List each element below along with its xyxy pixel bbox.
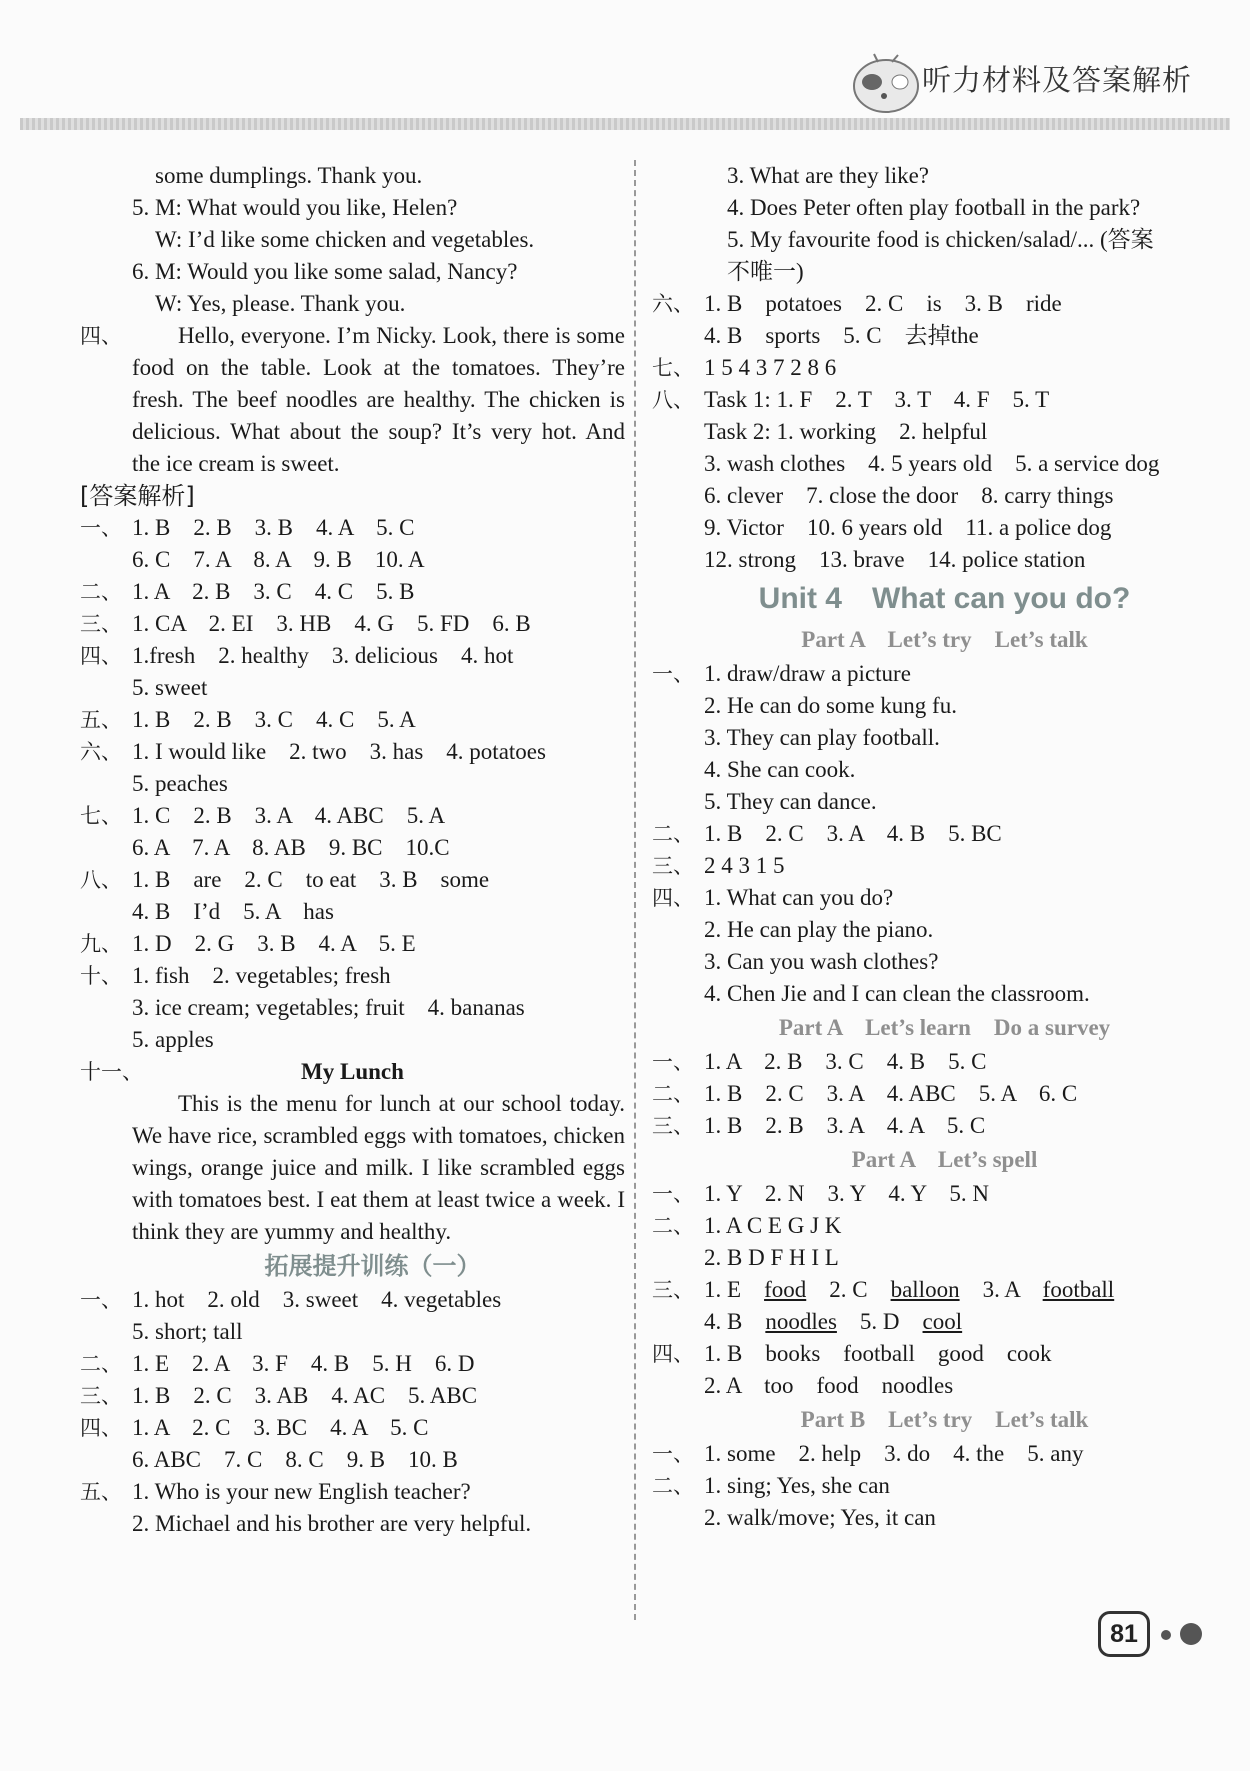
text-line: some dumplings. Thank you.	[155, 163, 423, 188]
answer-row: 一、 1. hot 2. old 3. sweet 4. vegetables	[80, 1287, 502, 1312]
answer-row: 七、 1 5 4 3 7 2 8 6	[652, 355, 837, 380]
answer-row: 八、 Task 1: 1. F 2. T 3. T 4. F 5. T	[652, 387, 1050, 412]
answer-choice: 2. C	[829, 1277, 868, 1302]
answer-row: 2. walk/move; Yes, it can	[704, 1505, 936, 1530]
answer-choice: 3. A	[982, 1277, 1020, 1302]
answer-row: 八、 1. B are 2. C to eat 3. B some	[80, 867, 490, 892]
answer-row: 2. B D F H I L	[704, 1245, 839, 1270]
answer-row: 四、 1.fresh 2. healthy 3. delicious 4. hot	[80, 643, 514, 668]
answer-row: 5. peaches	[132, 771, 228, 796]
answer-row: 三、 1. B 2. B 3. A 4. A 5. C	[652, 1113, 986, 1138]
answer-row: 七、 1. C 2. B 3. A 4. ABC 5. A	[80, 803, 446, 828]
answer-row: 4. She can cook.	[704, 757, 856, 782]
essay-block: 十一、 My Lunch This is the menu for lunch at our school today. We have rice, scrambled eggs with tomatoes, chicken wings, orange juice and milk. I like scrambled eggs with tomatoes best. I eat them at least twice a week. I think they are yummy and healthy.	[80, 1056, 625, 1248]
answer-row: 3. Can you wash clothes?	[704, 949, 939, 974]
answer-choice: 5. D	[859, 1309, 900, 1334]
header-title: 听力材料及答案解析	[921, 63, 1192, 97]
answer-row: 5. They can dance.	[704, 789, 877, 814]
answer-row: 4. Chen Jie and I can clean the classroom.	[704, 981, 1090, 1006]
answer-row: 5. apples	[132, 1027, 214, 1052]
part-title: Part A Let’s spell	[851, 1147, 1038, 1172]
text-line: 5. M: What would you like, Helen?	[132, 195, 458, 220]
right-column	[652, 160, 1197, 1534]
mascot-icon	[848, 52, 924, 114]
answer-row: 二、 1. sing; Yes, she can	[652, 1473, 890, 1498]
answer-row: 二、 1. A 2. B 3. C 4. C 5. B	[80, 579, 415, 604]
answer-row: 6. ABC 7. C 8. C 9. B 10. B	[132, 1447, 458, 1472]
answer-row: 9. Victor 10. 6 years old 11. a police dog	[704, 515, 1112, 540]
answer-row: 4. B I’d 5. A has	[132, 899, 334, 924]
part-title: Part A Let’s try Let’s talk	[801, 627, 1088, 652]
answer-row: 2. Michael and his brother are very helpful.	[132, 1511, 532, 1536]
answer-row: 二、 1. B 2. C 3. A 4. ABC 5. A 6. C	[652, 1081, 1078, 1106]
answer-row: 一、 1. Y 2. N 3. Y 4. Y 5. N	[652, 1181, 989, 1206]
answer-row: Task 2: 1. working 2. helpful	[704, 419, 988, 444]
answer-row: 三、 1. CA 2. EI 3. HB 4. G 5. FD 6. B	[80, 611, 531, 636]
answer-row: 2. He can do some kung fu.	[704, 693, 957, 718]
text-line: 不唯一)	[727, 259, 804, 284]
answer-choice: 1. E	[704, 1277, 742, 1302]
answer-row: 六、 1. B potatoes 2. C is 3. B ride	[652, 291, 1062, 316]
text-line: 3. What are they like?	[727, 163, 930, 188]
decor-dot-large	[1180, 1623, 1202, 1645]
answer-row: 六、 1. I would like 2. two 3. has 4. potatoes	[80, 739, 546, 764]
answer-row: 四、 1. A 2. C 3. BC 4. A 5. C	[80, 1415, 429, 1440]
underlined-word: noodles	[765, 1309, 837, 1334]
underlined-word: cool	[922, 1309, 963, 1334]
answer-row: 二、 1. B 2. C 3. A 4. B 5. BC	[652, 821, 1002, 846]
passage-text: Hello, everyone. I’m Nicky. Look, there is some food on the table. Look at the tomatoes. They’re fresh. The beef noodles are healthy. The chicken is delicious. What about the soup? It’s very hot. And the ice cream is sweet.	[132, 323, 625, 476]
answer-row: 九、 1. D 2. G 3. B 4. A 5. E	[80, 931, 416, 956]
text-line: 4. Does Peter often play football in the park?	[727, 195, 1141, 220]
essay-title: My Lunch	[301, 1059, 404, 1084]
answer-row: 十、 1. fish 2. vegetables; fresh	[80, 963, 391, 988]
answer-row: 一、 1. A 2. B 3. C 4. B 5. C	[652, 1049, 987, 1074]
answer-row: 6. A 7. A 8. AB 9. BC 10.C	[132, 835, 450, 860]
left-column	[80, 160, 625, 1540]
answer-row: 二、 1. E 2. A 3. F 4. B 5. H 6. D	[80, 1351, 475, 1376]
answer-row: 3. wash clothes 4. 5 years old 5. a service dog	[704, 451, 1160, 476]
answer-row: 一、 1. draw/draw a picture	[652, 661, 911, 686]
text-line: W: Yes, please. Thank you.	[155, 291, 406, 316]
header-divider-bar	[20, 118, 1230, 130]
column-divider	[634, 160, 636, 1620]
answer-row: 四、 1. What can you do?	[652, 885, 894, 910]
answer-row: 6. clever 7. close the door 8. carry things	[704, 483, 1114, 508]
answer-row: 6. C 7. A 8. A 9. B 10. A	[132, 547, 425, 572]
answer-row: 12. strong 13. brave 14. police station	[704, 547, 1086, 572]
answers-header: [答案解析]	[80, 482, 195, 510]
answer-row: 三、 1. B 2. C 3. AB 4. AC 5. ABC	[80, 1383, 478, 1408]
answer-row: 五、 1. Who is your new English teacher?	[80, 1479, 471, 1504]
essay-text: This is the menu for lunch at our school today. We have rice, scrambled eggs with tomatoes, chicken wings, orange juice and milk. I like scrambled eggs with tomatoes best. I eat them at least twice a week. I think they are yummy and healthy.	[132, 1091, 625, 1244]
part-title: Part B Let’s try Let’s talk	[800, 1407, 1089, 1432]
decor-dot-small	[1161, 1630, 1171, 1640]
underlined-word: football	[1042, 1277, 1115, 1302]
underlined-word: balloon	[890, 1277, 960, 1302]
listening-passage: 四、 Hello, everyone. I’m Nicky. Look, there is some food on the table. Look at the tomatoes. They’re fresh. The beef noodles are healthy. The chicken is delicious. What about the soup? It’s very hot. And the ice cream is sweet.	[80, 320, 625, 480]
answer-row: 一、 1. some 2. help 3. do 4. the 5. any	[652, 1441, 1084, 1466]
part-title: Part A Let’s learn Do a survey	[778, 1015, 1111, 1040]
answer-row: 五、 1. B 2. B 3. C 4. C 5. A	[80, 707, 416, 732]
answer-row: 3. They can play football.	[704, 725, 940, 750]
answer-row: 5. sweet	[132, 675, 208, 700]
answer-row: 三、 1. E food 2. C balloon 3. A football	[652, 1277, 1115, 1302]
answer-row	[652, 1306, 1197, 1338]
answer-row: 四、 1. B books football good cook	[652, 1341, 1052, 1366]
text-line: 6. M: Would you like some salad, Nancy?	[132, 259, 518, 284]
text-line: 5. My favourite food is chicken/salad/... (答案	[727, 227, 1154, 252]
answer-row: 一、 1. B 2. B 3. B 4. A 5. C	[80, 515, 415, 540]
answer-row: 2. He can play the piano.	[704, 917, 934, 942]
text-line: W: I’d like some chicken and vegetables.	[155, 227, 535, 252]
unit-title: Unit 4 What can you do?	[758, 582, 1131, 615]
answer-choice: 4. B	[704, 1309, 743, 1334]
answer-row: 3. ice cream; vegetables; fruit 4. bananas	[132, 995, 525, 1020]
answer-row: 三、 2 4 3 1 5	[652, 853, 785, 878]
answer-row: 4. B sports 5. C 去掉the	[704, 323, 979, 348]
underlined-word: food	[764, 1277, 807, 1302]
answer-row: 2. A too food noodles	[704, 1373, 954, 1398]
extension-title: 拓展提升训练（一）	[264, 1252, 481, 1280]
answer-row: 二、 1. A C E G J K	[652, 1213, 842, 1238]
page-number: 81	[1098, 1611, 1150, 1657]
answer-row: 5. short; tall	[132, 1319, 243, 1344]
